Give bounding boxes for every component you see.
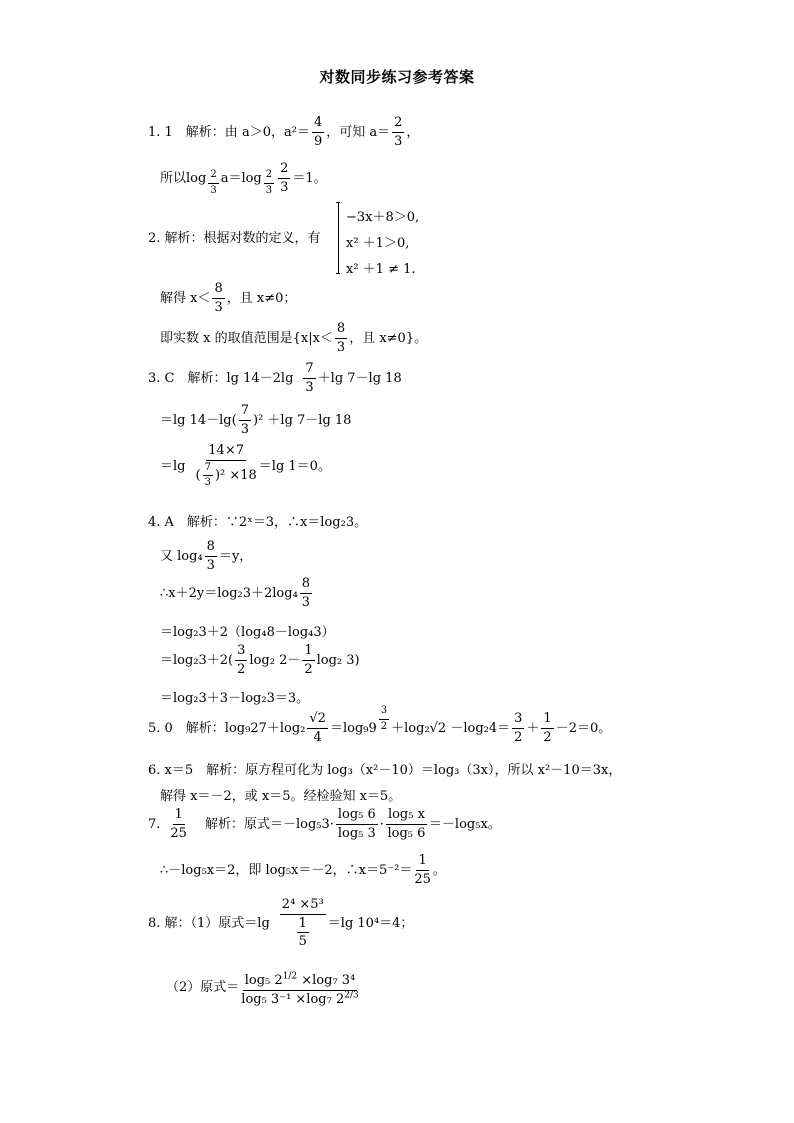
q1-line2: 所以log $\frac{2}{3}$ a＝log $\frac{2}{3}$ $\frac{2}{3}$ ＝1。	[160, 160, 327, 196]
q8-fraction-part1: $\frac{\text{2⁴ ×5³}}{\frac{1}{5}}$	[281, 897, 324, 950]
q4-line1: 4. A 解析：∵2ˣ＝3，∴x＝log₂3。	[148, 515, 368, 530]
page-title: 对数同步练习参考答案	[319, 68, 475, 86]
q5-fraction-1-2: $\frac{1}{2}$	[543, 711, 552, 745]
q3-line3: ＝lg 14×7 ( $\frac{7}{3}$ )² ×18 ＝lg 1＝0。	[160, 443, 331, 489]
q3-fraction-7-3: $\frac{7}{3}$	[305, 361, 314, 395]
q3-line2: ＝lg 14－lg( $\frac{7}{3}$ )² ＋lg 7－lg 18	[160, 403, 352, 437]
q4-line4: ＝log₂3＋2（log₄8－log₄3）	[160, 625, 335, 640]
q4-line3: ∴x＋2y＝log₂3＋2log₄ $\frac{8}{3}$	[160, 576, 311, 610]
q4-fraction-8-3: $\frac{8}{3}$	[206, 539, 215, 573]
q4-line6: ＝log₂3＋3－log₂3＝3。	[160, 691, 310, 706]
q4-fraction-8-3b: $\frac{8}{3}$	[301, 576, 311, 610]
q5-exponent-3-2: $\frac{3}{2}$	[380, 705, 388, 732]
q5-line: 5. 0 解析：log₉27＋log₂ $\frac{√2}{4}$ ＝log₉9 $\frac{3}{2}$ ＋log₂√2 －log₂4＝ $\frac{3}{2}$ ＋ $\frac{1}{2}$ －2＝0。	[148, 705, 612, 745]
q1-line1: 1. 1 解析：由 a＞0，a²＝ $\frac{4}{9}$ ，可知 a＝ $\frac{2}{3}$ ，	[148, 115, 420, 149]
q1-base-2-3: $\frac{2}{3}$	[210, 169, 217, 196]
q8-fraction-part2: $\frac{\log_5 2^{1/2} \times\log_7 3^4}{\log_5 3^{-1} \times\log_7 2^{2/3}}$	[241, 968, 358, 1006]
q7-fraction-logx-log6: $\frac{\text{log₅ x}}{\text{log₅ 6}}$	[387, 807, 426, 841]
q7-answer-fraction: $\frac{1}{25}$	[170, 807, 187, 841]
q7-line1: 7. $\frac{1}{25}$ 解析：原式＝－log₅3· $\frac{\text{log₅ 6}}{\text{log₅ 3}}$ · $\frac{\text{log₅ x}}{\text{log₅ 6}}$ ＝－log₅x。	[148, 807, 501, 841]
q8-line2: （2）原式＝ $\frac{\log_5 2^{1/2} \times\log_7 3^4}{\log_5 3^{-1} \times\log_7 2^{2/3}}$	[166, 968, 361, 1006]
q2-fraction-8-3: $\frac{8}{3}$	[214, 281, 223, 315]
q1-fraction-2-3: $\frac{2}{3}$	[394, 115, 403, 149]
q3-fraction-7-3b: $\frac{7}{3}$	[240, 403, 249, 437]
q7-fraction-log6-log3: $\frac{\text{log₅ 6}}{\text{log₅ 3}}$	[337, 807, 376, 841]
q1-base-2-3b: $\frac{2}{3}$	[265, 169, 273, 196]
q7-line2: ∴－log₅x＝2，即 log₅x＝－2，∴x＝5⁻²＝ $\frac{1}{25}$ 。	[160, 853, 446, 887]
q5-fraction-sqrt2-4: $\frac{√2}{4}$	[309, 711, 326, 745]
q1-fraction-4-9: $\frac{4}{9}$	[313, 115, 323, 149]
q8-line1: 8. 解：（1）原式＝lg $\frac{\text{2⁴ ×5³}}{\frac{1}{5}}$ ＝lg 10⁴＝4；	[148, 897, 414, 950]
q4-fraction-1-2: $\frac{1}{2}$	[304, 643, 313, 677]
q2-intro: 2. 解析：根据对数的定义，有	[148, 231, 321, 246]
q4-fraction-3-2: $\frac{3}{2}$	[237, 643, 246, 677]
q5-fraction-3-2: $\frac{3}{2}$	[514, 711, 523, 745]
q6-line1: 6. x＝5 解析：原方程可化为 log₃（x²－10）＝log₃（3x），所以 x²－10＝3x，	[148, 763, 622, 778]
q6-line2: 解得 x＝－2，或 x＝5。经检验知 x＝5。	[160, 789, 402, 804]
q7-fraction-1-25: $\frac{1}{25}$	[414, 853, 431, 887]
q2-line2: 解得 x＜ $\frac{8}{3}$ ，且 x≠0；	[160, 281, 297, 315]
q3-line1: 3. C 解析：lg 14－2lg $\frac{7}{3}$ ＋lg 7－lg 18	[148, 361, 402, 395]
q4-line2: 又 log₄ $\frac{8}{3}$ ＝y，	[160, 539, 253, 573]
q4-line5: ＝log₂3＋2( $\frac{3}{2}$ log₂ 2－ $\frac{1}{2}$ log₂ 3)	[160, 643, 360, 677]
q1-fraction-arg: $\frac{2}{3}$	[280, 160, 289, 195]
q1-text: 1. 1 解析：由 a＞0，a²＝	[148, 124, 310, 140]
q2-fraction-8-3b: $\frac{8}{3}$	[336, 321, 346, 355]
q3-big-fraction: 14×7 ( $\frac{7}{3}$ )² ×18	[195, 443, 257, 489]
q2-line3: 即实数 x 的取值范围是{x|x＜ $\frac{8}{3}$ ，且 x≠0}。	[160, 321, 428, 355]
